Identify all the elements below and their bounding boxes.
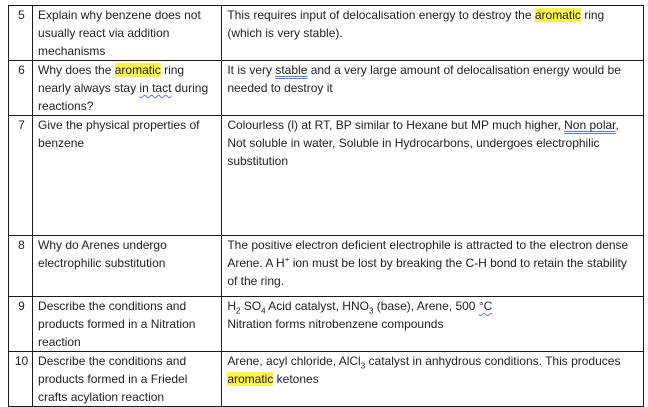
subscript: 2: [236, 306, 241, 316]
answer-text: ketones: [273, 372, 319, 386]
spelling-flagged-text: °C: [478, 299, 493, 313]
row-number: 8: [9, 236, 33, 297]
answer-text: ion must be lost by breaking the C-H bond to retain the stability of the ring.: [227, 256, 627, 288]
answer-text: SO: [240, 299, 262, 313]
spelling-flagged-text: in tact: [139, 81, 172, 95]
row-number: 5: [9, 6, 33, 61]
answer-cell: [222, 61, 644, 116]
subscript: 3: [368, 306, 374, 316]
answer-text: , Not soluble in water, Soluble in Hydrocarbons, undergoes electrophilic substitution: [227, 118, 619, 168]
answer-line: Nitration forms nitrobenzene compounds: [227, 317, 444, 331]
answer-text: Acid catalyst, HNO: [265, 299, 369, 313]
answer-text: H: [227, 299, 236, 313]
answer-cell: [222, 352, 644, 407]
answer-text: The positive electron deficient electrophile is attracted to the electron dense Arene. A H: [227, 238, 629, 270]
row-number: 10: [9, 352, 33, 407]
answer-text: This requires input of delocalisation energy to destroy the: [227, 8, 535, 22]
qa-table: [8, 5, 644, 407]
question-cell: Explain why benzene does not usually react via addition mechanisms: [33, 6, 222, 61]
question-cell: [33, 61, 222, 116]
question-text: Why does the: [38, 63, 115, 77]
question-cell: Describe the conditions and products formed in a Friedel crafts acylation reaction: [33, 352, 222, 407]
answer-cell: [222, 236, 644, 297]
table-row: [9, 61, 644, 116]
answer-cell: [222, 297, 644, 352]
highlighted-term: aromatic: [227, 372, 274, 386]
subscript: 3: [360, 361, 366, 371]
answer-cell: [222, 116, 644, 236]
answer-text: It is very: [227, 63, 276, 77]
highlighted-term: aromatic: [534, 8, 581, 22]
table-row: [9, 6, 644, 61]
table-row: [9, 297, 644, 352]
answer-text: catalyst in anhydrous conditions. This produces: [365, 354, 621, 368]
row-number: 6: [9, 61, 33, 116]
grammar-flagged-text: stable: [275, 63, 308, 77]
row-number: 9: [9, 297, 33, 352]
row-number: 7: [9, 116, 33, 236]
question-cell: Give the physical properties of benzene: [33, 116, 222, 236]
table-row: [9, 352, 644, 407]
answer-cell: [222, 6, 644, 61]
answer-text: Colourless (l) at RT, BP similar to Hexane but MP much higher,: [227, 118, 565, 132]
highlighted-term: aromatic: [114, 63, 161, 77]
subscript: 4: [261, 306, 266, 316]
question-text: ring nearly always stay: [38, 63, 185, 95]
answer-text: ring (which is very stable).: [227, 8, 605, 40]
table-row: [9, 116, 644, 236]
question-text: during reactions?: [38, 81, 209, 113]
question-cell: Why do Arenes undergo electrophilic substitution: [33, 236, 222, 297]
superscript: +: [284, 255, 290, 264]
grammar-flagged-text: Non polar: [564, 118, 616, 132]
answer-text: Arene, acyl chloride, AlCl: [227, 354, 361, 368]
answer-text: and a very large amount of delocalisation energy would be needed to destroy it: [227, 63, 621, 95]
question-cell: Describe the conditions and products formed in a Nitration reaction: [33, 297, 222, 352]
answer-text: (base), Arene, 500: [373, 299, 479, 313]
table-row: [9, 236, 644, 297]
